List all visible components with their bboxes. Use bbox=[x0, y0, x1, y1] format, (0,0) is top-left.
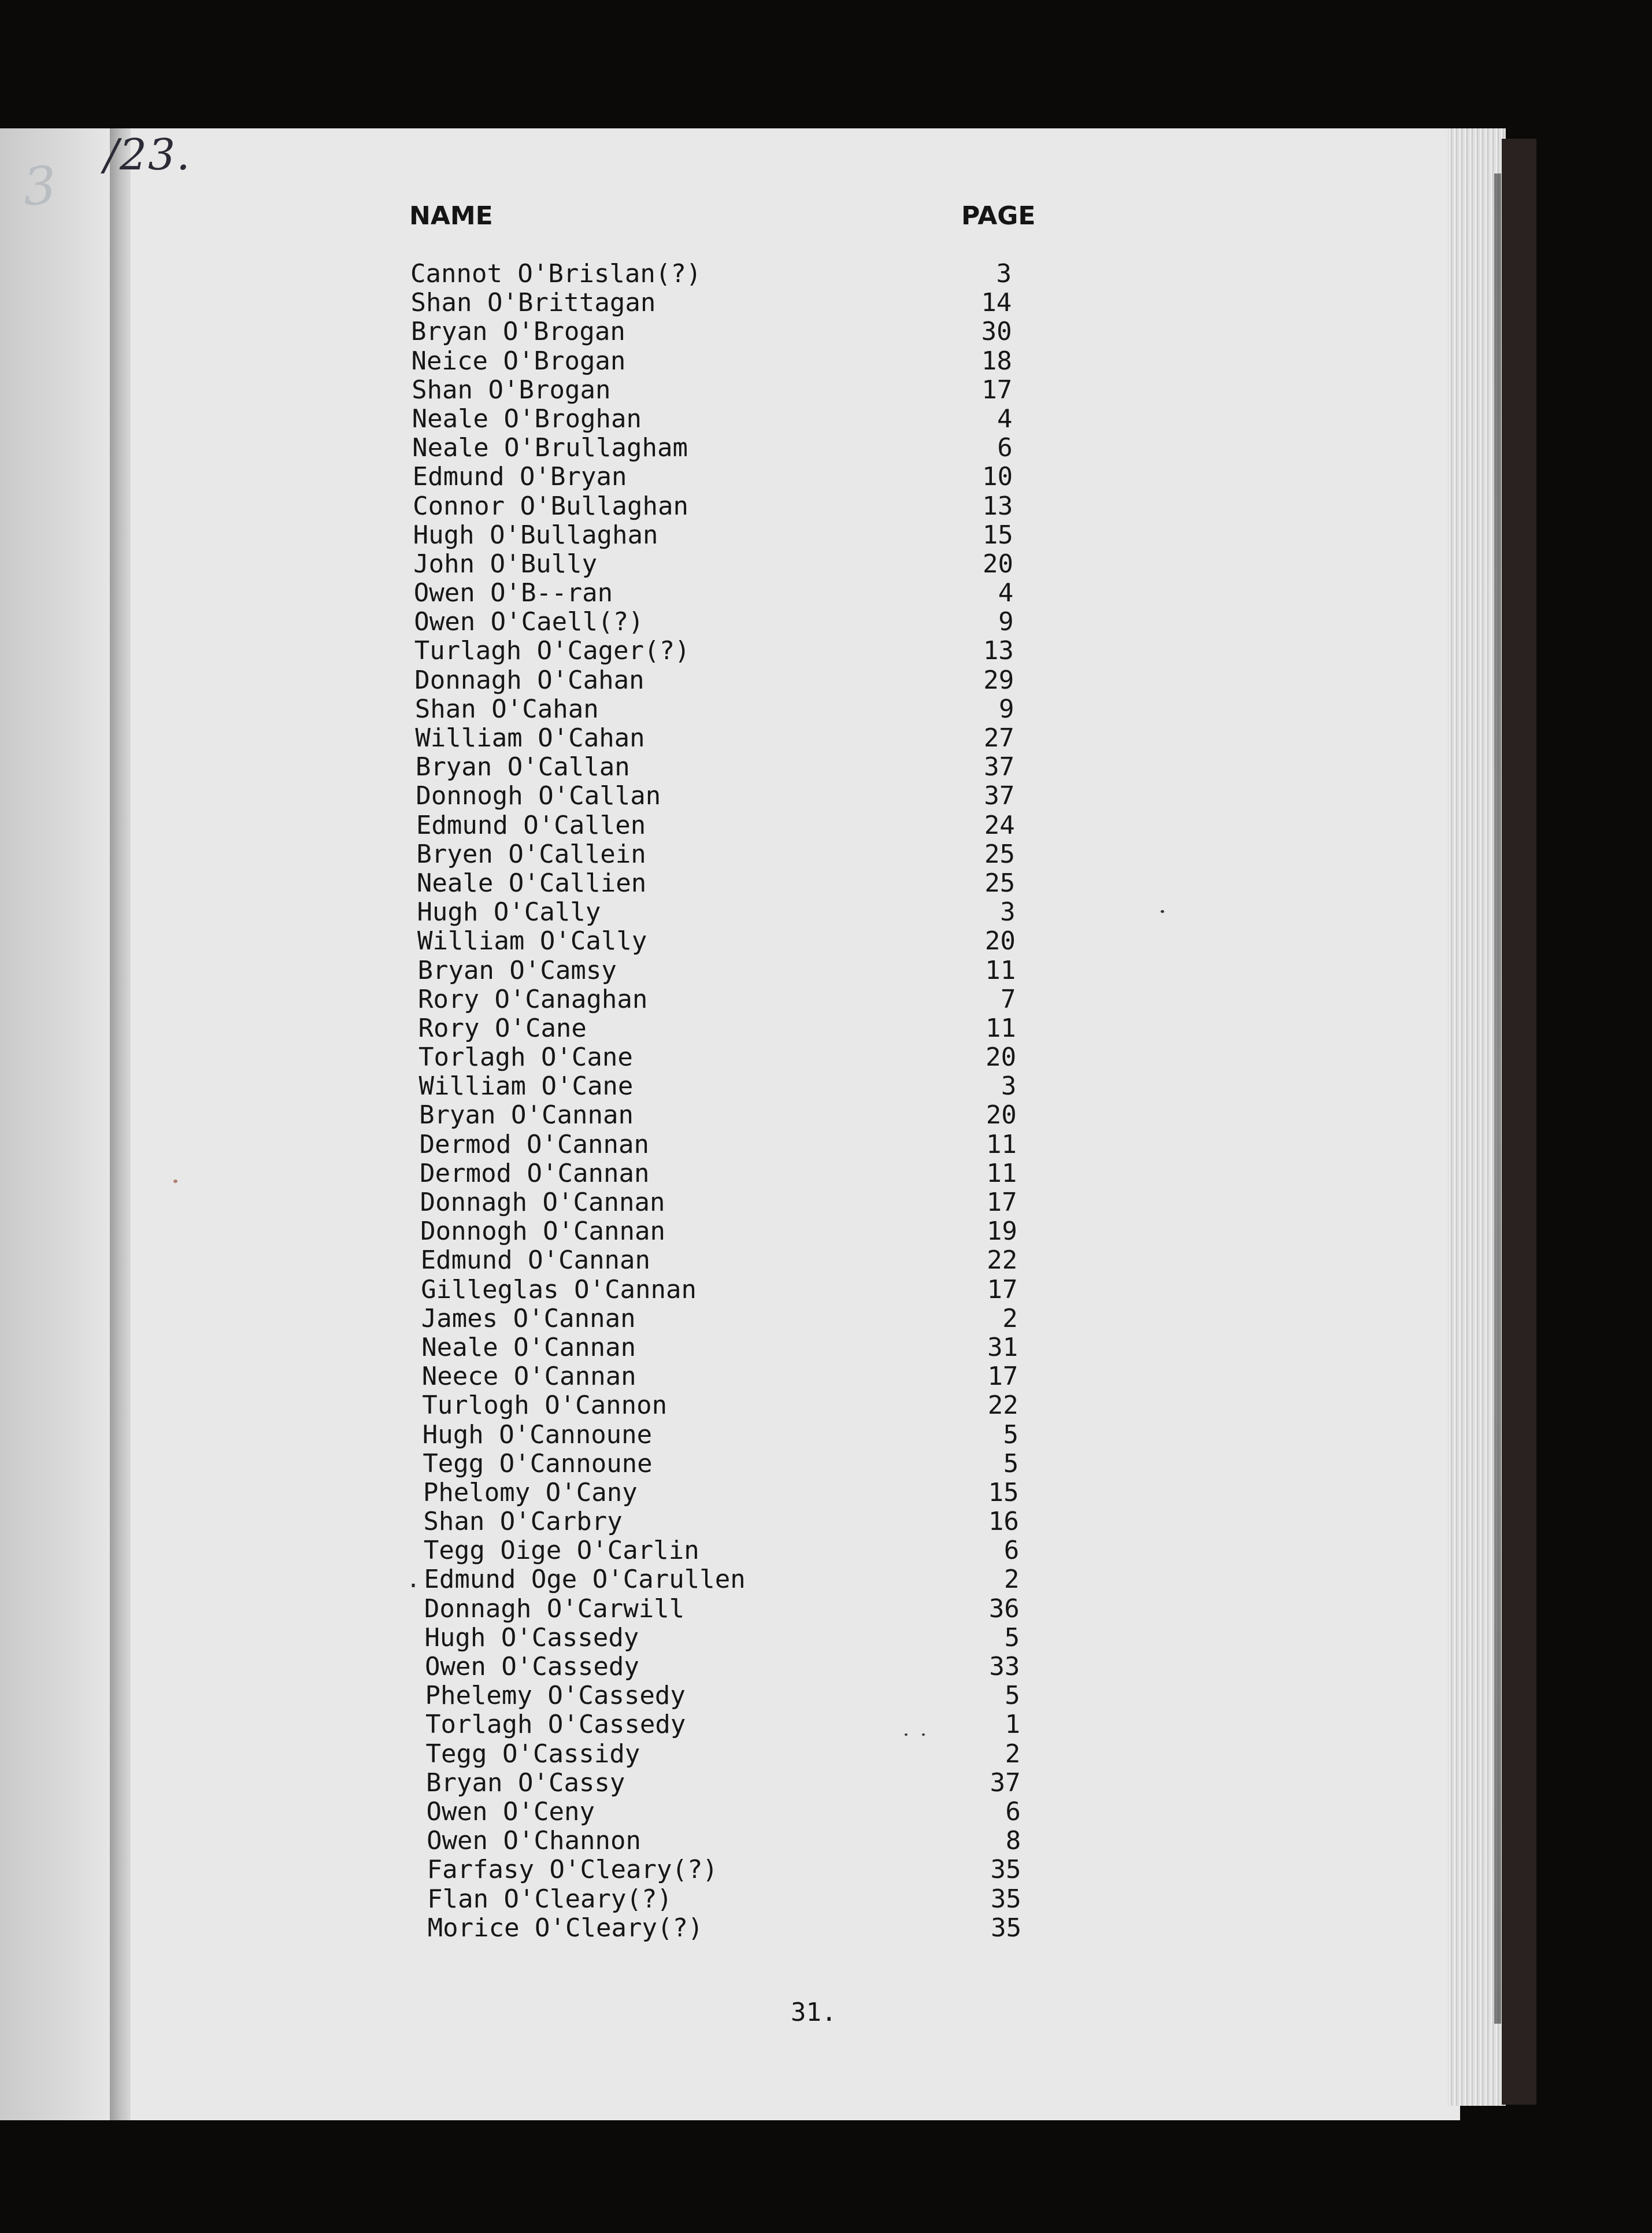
faint-handwriting: 3 bbox=[21, 155, 58, 218]
entry-page: 5 bbox=[1003, 1419, 1018, 1450]
list-item bbox=[0, 1652, 1652, 1681]
entry-name: Bryan O'Camsy bbox=[417, 955, 617, 985]
list-item bbox=[0, 607, 1652, 636]
list-item bbox=[0, 1304, 1652, 1333]
entry-page: 5 bbox=[1005, 1681, 1020, 1711]
entry-page: 35 bbox=[990, 1884, 1021, 1914]
list-item bbox=[0, 1014, 1652, 1042]
entry-name: Owen O'Ceny bbox=[426, 1796, 595, 1827]
entry-name: Shan O'Cahan bbox=[414, 694, 599, 724]
entry-name: Edmund Oge O'Carullen bbox=[424, 1565, 746, 1595]
entry-page: 11 bbox=[986, 1158, 1017, 1188]
entry-page: 24 bbox=[984, 810, 1015, 840]
list-item bbox=[0, 1710, 1652, 1739]
entry-page: 5 bbox=[1003, 1448, 1019, 1478]
list-item bbox=[0, 1071, 1652, 1100]
list-item bbox=[0, 520, 1652, 549]
entry-name: Donnagh O'Cannan bbox=[420, 1188, 665, 1217]
entry-page: 22 bbox=[987, 1245, 1018, 1276]
entry-page: 6 bbox=[1005, 1796, 1021, 1827]
entry-name: Torlagh O'Cane bbox=[418, 1042, 633, 1073]
list-item bbox=[0, 491, 1652, 520]
entry-name: Hugh O'Cannoune bbox=[422, 1419, 653, 1450]
entry-name: Phelomy O'Cany bbox=[423, 1477, 638, 1507]
list-item bbox=[0, 1275, 1652, 1304]
entry-name: Neale O'Cannan bbox=[421, 1332, 636, 1362]
list-item bbox=[0, 1042, 1652, 1071]
list-item bbox=[0, 1739, 1652, 1768]
entry-name: Neale O'Broghan bbox=[412, 404, 642, 434]
name-index-list bbox=[0, 259, 1652, 1942]
entry-name: Shan O'Brittagan bbox=[410, 288, 656, 318]
entry-page: 17 bbox=[986, 1188, 1017, 1217]
list-item bbox=[0, 1130, 1652, 1159]
entry-name: Connor O'Bullaghan bbox=[413, 491, 688, 521]
entry-page: 20 bbox=[983, 549, 1013, 579]
list-item bbox=[0, 1884, 1652, 1913]
entry-name: William O'Cane bbox=[418, 1071, 634, 1101]
list-item bbox=[0, 375, 1652, 404]
entry-name: James O'Cannan bbox=[421, 1303, 636, 1333]
entry-name: John O'Bully bbox=[413, 549, 598, 579]
entry-page: 14 bbox=[981, 288, 1012, 318]
list-item bbox=[0, 549, 1652, 578]
entry-name: Rory O'Cane bbox=[418, 1013, 587, 1043]
entry-name: Cannot O'Brislan(?) bbox=[410, 259, 702, 289]
list-item bbox=[0, 578, 1652, 607]
list-item bbox=[0, 1100, 1652, 1129]
entry-name: Edmund O'Cannan bbox=[420, 1245, 651, 1276]
entry-page: 17 bbox=[981, 375, 1013, 405]
entry-page: 25 bbox=[984, 868, 1016, 898]
entry-name: Neece O'Cannan bbox=[421, 1362, 636, 1392]
list-item bbox=[0, 433, 1652, 462]
list-item bbox=[0, 1594, 1652, 1623]
list-item bbox=[0, 985, 1652, 1014]
list-item bbox=[0, 1478, 1652, 1507]
column-header-page: PAGE bbox=[961, 201, 1036, 231]
ink-speck bbox=[922, 1733, 925, 1736]
entry-name: Gilleglas O'Cannan bbox=[421, 1274, 697, 1304]
entry-name: Torlagh O'Cassedy bbox=[425, 1710, 686, 1740]
entry-page: 16 bbox=[988, 1507, 1019, 1537]
entry-page: 33 bbox=[989, 1652, 1020, 1681]
list-item bbox=[0, 1507, 1652, 1536]
entry-page: 2 bbox=[1005, 1739, 1021, 1769]
entry-page: 3 bbox=[996, 259, 1012, 289]
entry-page: 4 bbox=[998, 578, 1014, 608]
entry-name: Donnagh O'Cahan bbox=[414, 665, 644, 695]
entry-name: Tegg Oige O'Carlin bbox=[423, 1536, 699, 1566]
entry-page: 10 bbox=[982, 462, 1013, 492]
entry-name: Donnagh O'Carwill bbox=[424, 1594, 685, 1624]
entry-name: Turlagh O'Cager(?) bbox=[414, 636, 690, 666]
column-header-name: NAME bbox=[409, 201, 493, 231]
list-item bbox=[0, 636, 1652, 665]
entry-name: Donnogh O'Callan bbox=[416, 781, 661, 811]
list-item bbox=[0, 926, 1652, 955]
list-item bbox=[0, 956, 1652, 985]
entry-page: 6 bbox=[1003, 1536, 1020, 1566]
list-item bbox=[0, 1333, 1652, 1362]
list-item bbox=[0, 752, 1652, 781]
entry-name: Shan O'Carbry bbox=[423, 1507, 623, 1537]
entry-name: Rory O'Canaghan bbox=[418, 984, 648, 1014]
entry-name: Bryan O'Cannan bbox=[419, 1100, 634, 1130]
handwritten-reference: /23. bbox=[104, 130, 191, 180]
entry-page: 15 bbox=[988, 1477, 1019, 1507]
entry-name: Turlogh O'Cannon bbox=[422, 1391, 668, 1421]
entry-name: Bryan O'Cassy bbox=[426, 1768, 625, 1798]
entry-name: Owen O'Channon bbox=[427, 1826, 641, 1856]
entry-page: 37 bbox=[990, 1768, 1021, 1798]
entry-name: Owen O'B--ran bbox=[413, 578, 613, 608]
entry-page: 7 bbox=[1001, 984, 1016, 1014]
list-item bbox=[0, 694, 1652, 723]
entry-page: 13 bbox=[983, 636, 1014, 666]
entry-name: Hugh O'Bullaghan bbox=[413, 520, 658, 550]
entry-name: Bryen O'Callein bbox=[416, 839, 646, 869]
entry-name: Dermod O'Cannan bbox=[419, 1129, 649, 1159]
entry-page: 17 bbox=[987, 1274, 1018, 1304]
list-item bbox=[0, 346, 1652, 375]
entry-page: 20 bbox=[984, 926, 1016, 956]
entry-page: 9 bbox=[999, 694, 1014, 724]
entry-name: Owen O'Cassedy bbox=[424, 1652, 639, 1681]
entry-page: 11 bbox=[986, 1129, 1017, 1159]
entry-page: 18 bbox=[981, 346, 1012, 376]
entry-page: 27 bbox=[983, 723, 1014, 753]
entry-page: 29 bbox=[983, 665, 1014, 695]
entry-name: William O'Cally bbox=[417, 926, 647, 956]
entry-name: Edmund O'Callen bbox=[416, 810, 646, 840]
list-item bbox=[0, 1159, 1652, 1188]
entry-name: Tegg O'Cassidy bbox=[425, 1739, 640, 1769]
ink-speck bbox=[173, 1180, 177, 1183]
entry-page: 11 bbox=[985, 955, 1016, 985]
entry-page: 2 bbox=[1004, 1565, 1020, 1595]
entry-page: 20 bbox=[986, 1042, 1017, 1073]
entry-page: 8 bbox=[1005, 1826, 1021, 1856]
list-item bbox=[0, 288, 1652, 317]
entry-page: 22 bbox=[987, 1391, 1018, 1421]
entry-page: 37 bbox=[984, 752, 1015, 782]
entry-page: 3 bbox=[1000, 897, 1016, 927]
list-item bbox=[0, 1797, 1652, 1826]
entry-page: 2 bbox=[1002, 1303, 1018, 1333]
list-item bbox=[0, 897, 1652, 926]
entry-name: Edmund O'Bryan bbox=[412, 462, 627, 492]
list-item bbox=[0, 1855, 1652, 1884]
entry-page: 30 bbox=[981, 317, 1012, 347]
entry-name: Neice O'Brogan bbox=[411, 346, 626, 376]
ink-speck bbox=[905, 1733, 908, 1736]
entry-page: 37 bbox=[984, 781, 1015, 811]
entry-name: Hugh O'Cassedy bbox=[424, 1622, 639, 1652]
entry-page: 6 bbox=[997, 433, 1013, 463]
entry-name: Flan O'Cleary(?) bbox=[427, 1884, 672, 1914]
list-item bbox=[0, 1536, 1652, 1565]
pencil-tick-mark: · bbox=[406, 1573, 421, 1599]
entry-name: Farfasy O'Cleary(?) bbox=[427, 1855, 718, 1885]
entry-page: 20 bbox=[986, 1100, 1017, 1130]
entry-name: Bryan O'Callan bbox=[415, 752, 630, 782]
entry-page: 35 bbox=[990, 1855, 1021, 1885]
list-item bbox=[0, 1391, 1652, 1419]
entry-name: Neale O'Callien bbox=[416, 868, 647, 898]
list-item bbox=[0, 1362, 1652, 1391]
entry-page: 25 bbox=[984, 839, 1015, 869]
entry-name: Hugh O'Cally bbox=[417, 897, 601, 927]
list-item bbox=[0, 404, 1652, 433]
list-item bbox=[0, 1913, 1652, 1942]
entry-name: Bryan O'Brogan bbox=[411, 317, 625, 347]
entry-name: Neale O'Brullagham bbox=[412, 433, 688, 463]
list-item bbox=[0, 259, 1652, 288]
entry-name: Morice O'Cleary(?) bbox=[427, 1913, 703, 1943]
list-item bbox=[0, 723, 1652, 752]
entry-page: 11 bbox=[985, 1013, 1016, 1043]
page-number: 31. bbox=[791, 1998, 837, 2027]
entry-page: 3 bbox=[1001, 1071, 1017, 1101]
entry-name: William O'Cahan bbox=[415, 723, 645, 753]
list-item bbox=[0, 462, 1652, 491]
entry-name: Owen O'Caell(?) bbox=[414, 607, 644, 637]
entry-page: 31 bbox=[987, 1332, 1018, 1362]
entry-page: 15 bbox=[982, 520, 1013, 550]
entry-page: 13 bbox=[982, 491, 1013, 521]
list-item bbox=[0, 1681, 1652, 1710]
list-item bbox=[0, 1245, 1652, 1274]
list-item bbox=[0, 1768, 1652, 1797]
list-item bbox=[0, 1420, 1652, 1449]
list-item bbox=[0, 1623, 1652, 1652]
list-item bbox=[0, 811, 1652, 840]
list-item bbox=[0, 1565, 1652, 1594]
entry-name: Shan O'Brogan bbox=[412, 375, 611, 405]
list-item bbox=[0, 1188, 1652, 1217]
list-item bbox=[0, 1826, 1652, 1855]
list-item bbox=[0, 840, 1652, 868]
entry-name: Dermod O'Cannan bbox=[420, 1158, 650, 1188]
entry-page: 36 bbox=[988, 1594, 1020, 1624]
entry-page: 35 bbox=[991, 1913, 1022, 1943]
list-item bbox=[0, 666, 1652, 694]
list-item bbox=[0, 781, 1652, 810]
entry-page: 1 bbox=[1005, 1710, 1020, 1740]
entry-name: Tegg O'Cannoune bbox=[423, 1448, 653, 1478]
list-item bbox=[0, 317, 1652, 346]
entry-page: 9 bbox=[998, 607, 1014, 637]
entry-page: 17 bbox=[987, 1362, 1018, 1392]
list-item bbox=[0, 1217, 1652, 1245]
list-item bbox=[0, 868, 1652, 897]
entry-page: 5 bbox=[1004, 1622, 1020, 1652]
ink-speck bbox=[1161, 910, 1164, 913]
entry-page: 4 bbox=[997, 404, 1013, 434]
entry-name: Phelemy O'Cassedy bbox=[425, 1681, 686, 1711]
entry-page: 19 bbox=[986, 1217, 1017, 1247]
list-item bbox=[0, 1449, 1652, 1478]
entry-name: Donnogh O'Cannan bbox=[420, 1217, 665, 1247]
